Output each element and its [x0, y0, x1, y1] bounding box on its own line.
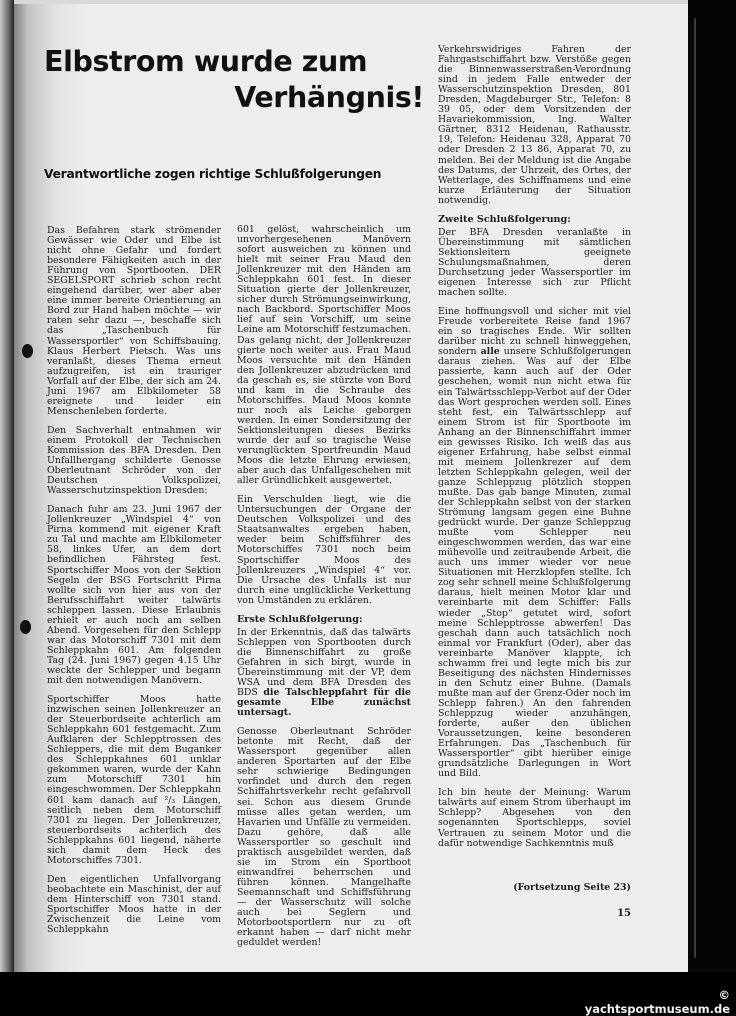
emphasis-text: alle	[480, 346, 500, 358]
text-column-2	[237, 225, 411, 957]
paragraph	[237, 628, 411, 718]
paragraph: Das Befahren stark strömender Gewässer wie Oder und Elbe ist nicht ohne Gefahr und fordert besondere Fähigkeiten auch in der Führung von Sportbooten. DER SEGELSPORT schrieb schon recht eingehend darüber, wer aber aber eine immer bereite Orientierung an Bord zur Hand haben möchte — wir raten sehr dazu —, beschaffe sich das „Taschenbuch für Wassersportler“ von Schiffsbauing. Klaus Herbert Pietsch. Was uns veranlaßt, dieses Thema erneut aufzugreifen, ist ein trauriger Vorfall auf der Elbe, der sich am 24. Juni 1967 am Elbkilometer 58 ereignete und leider ein Menschenleben forderte.	[47, 225, 221, 417]
paragraph: Sportschiffer Moos hatte inzwischen seinen Jollenkreuzer an der Steuerbordseite achterlich am Schleppkahn 601 festgemacht. Zum Aufklaren der Schlepptrossen des Schleppers, die mit dem Buganker des Schleppkahnes 601 unklar gekommen waren, wurde der Kahn zum Motorschiff 7301 hin eingeschwommen. Der Schleppkahn 601 kam danach auf ²/₃ Längen, seitlich neben dem Motorschiff 7301 zu liegen. Der Jollenkreuzer, steuerbordseits achterlich des Schleppkahns 601 liegend, näherte sich damit dem Heck des Motorschiffes 7301.	[47, 694, 221, 866]
emphasis-text: die Talschleppfahrt für die gesamte Elbe zunächst untersagt.	[237, 687, 412, 719]
scan-streak	[694, 18, 696, 958]
paragraph: Danach fuhr am 23. Juni 1967 der Jollenkreuzer „Windspiel 4“ von Pirna kommend mit eigener Kraft zu Tal und machte am Elbkilometer 58, linkes Ufer, an dem dort befindlichen Fährsteg fest. Sportschiffer Moos von der Sektion Segeln der BSG Fortschritt Pirna wollte sich von hier aus von der Berufsschiffahrt weiter talwärts schleppen lassen. Diese Erlaubnis erhielt er auch noch am selben Abend. Vorgesehen für den Schlepp war das Motorschiff 7301 mit dem Schleppkahn 601. Am folgenden Tag (24. Juni 1967) gegen 4.15 Uhr weckte der Schlepper und begann mit den notwendigen Manövern.	[47, 504, 221, 687]
scan-right-edge	[688, 0, 736, 972]
paragraph: Den Sachverhalt entnahmen wir einem Protokoll der Technischen Kommission des BFA Dresden. Den Unfallhergang schilderte Genosse Oberleutnant Schröder von der Deutschen Volkspolizei, Wasserschutzinspektion Dresden:	[47, 424, 221, 497]
copyright-watermark: © yachtsportmuseum.de	[584, 988, 730, 1016]
text-column-1	[47, 226, 221, 944]
paragraph: Ein Verschulden liegt, wie die Untersuchungen der Organe der Deutschen Volkspolizei und des Staatsanwaltes ergeben haben, weder beim Schiffsführer des Motorschiffes 7301 noch beim Sportschiffer Moos des Jollenkreuzers „Windspiel 4“ vor. Die Ursache des Unfalls ist nur durch eine unglückliche Verkettung von Umständen zu erklären.	[237, 494, 411, 606]
text-column-3	[438, 45, 631, 858]
article-headline	[44, 44, 424, 116]
paragraph: Verkehrswidriges Fahren der Fahrgastschiffahrt bzw. Verstöße gegen die Binnenwasserstraßen-Verordnung sind in jedem Falle entweder der Wasserschutzinspektion Dresden, 801 Dresden, Magdeburger Str., Telefon: 8 39 05, oder dem Vorsitzenden der Havariekommission, Ing. Walter Gärtner, 8312 Heidenau, Rathausstr. 19, Telefon: Heidenau 328, Apparat 70 oder Dresden 2 13 86, Apparat 70, zu melden. Bei der Meldung ist die Angabe des Datums, der Uhrzeit, des Ortes, der Wetterlage, des Schiffnamens und eine kurze Erläuterung der Situation notwendig.	[438, 44, 631, 206]
section-heading-second-conclusion: Zweite Schlußfolgerung:	[438, 213, 571, 225]
continuation-note: (Fortsetzung Seite 23)	[513, 882, 631, 893]
paragraph	[438, 307, 631, 779]
paragraph: Den eigentlichen Unfallvorgang beobachtete ein Maschinist, der auf dem Hinterschiff von 7301 stand. Sportschiffer Moos hatte in der Zwischenzeit die Leine vom Schleppkahn	[47, 873, 221, 936]
paragraph: 601 gelöst, wahrscheinlich um unvorhergesehenen Manövern sofort ausweichen zu können und hielt mit seiner Frau Maud den Jollenkreuzer mit den Händen am Schleppkahn 601 fest. In dieser Situation gierte der Jollenkreuzer, sicher durch Strömungseinwirkung, nach Backbord. Sportschiffer Moos lief auf sein Vorschiff, um seine Leine am Motorschiff festzumachen. Das gelang nicht, der Jollenkreuzer gierte noch weiter aus. Frau Maud Moos versuchte mit den Händen den Jollenkreuzer abzudrücken und da geschah es, sie stürzte von Bord und kam in die Schraube des Motorschiffes. Maud Moos konnte nur noch als Leiche geborgen werden. In einer Sondersitzung der Sektionsleitungen dieses Bezirks wurde der auf so tragische Weise verunglückten Sportfreundin Maud Moos die letzte Ehrung erwiesen, aber auch das Unfallgeschehen mit aller Gründlichkeit ausgewertet.	[237, 224, 411, 487]
paragraph: Genosse Oberleutnant Schröder betonte mit Recht, daß der Wassersport gegenüber allen anderen Sportarten auf der Elbe sehr schwierige Bedingungen vorfindet und durch den regen Schiffahrtsverkehr recht gefahrvoll sei. Schon aus diesem Grunde müsse alles getan werden, um Havarien und Unfälle zu vermeiden. Dazu gehöre, daß alle Wassersportler so geschult und praktisch ausgebildet werden, daß sie im Strom ein Sportboot einwandfrei beherrschen und führen können. Mangelhafte Seemannschaft und Schiffsführung — der Wasserschutz will solche auch bei Seglern und Motorbootsportlern nur zu oft erkannt haben — darf nicht mehr geduldet werden!	[237, 726, 411, 949]
section-heading-first-conclusion: Erste Schlußfolgerung:	[237, 613, 363, 625]
scan-left-edge	[0, 0, 14, 972]
article-subheadline: Verantwortliche zogen richtige Schlußfolgerungen	[44, 167, 382, 181]
paragraph-text: In der Erkenntnis, daß das talwärts Schleppen von Sportbooten durch die Binnenschiffahrt zu große Gefahren in sich birgt, wurde in Übereinstimmung mit der VP, dem WSA und dem BFA Dresden des BDS	[237, 626, 411, 699]
paragraph-text: unsere Schlußfolgerungen daraus ziehen. Was auf der Elbe passierte, kann auch auf der Oder geschehen, womit nun nicht etwa für ein Talwärtsschlepp-Verbot auf der Oder das Wort gesprochen werden soll. Eines steht fest, ein Talwärtsschlepp auf einem Strom ist für Sportboote im Anhang an der Binnenschiffahrt immer ein gewisses Risiko. Ich weiß das aus eigener Erfahrung, habe selbst einmal mit meinem Jollenkrezer auf dem letzten Schleppkahn gelegen, weil der ganze Schleppzug plötzlich stoppen mußte. Das gab bange Minuten, zumal der Schleppkahn selbst von der starken Strömung langsam gegen eine Buhne gedrückt wurde. Der ganze Schleppzug mußte vom Schlepper neu eingeschwommen werden, das war eine mühevolle und zeitraubende Arbeit, die auch uns immer wieder vor neue Situationen mit Herzklopfen stellte. Ich zog sehr schnell meine Schlußfolgerung daraus, hielt meinen Motor klar und vereinbarte mit dem Schiffer: Falls wieder „Stop“ getutet wird, sofort meine Schlepptrosse abwerfen! Das geschah dann auch tatsächlich noch einmal vor Frankfurt (Oder), aber das vereinbarte Manöver klappte, ich schwamm frei und legte mich bis zur Beseitigung des nächsten Hindernisses in den Schutz einer Buhne. (Damals mußte man auf der Grenz-Oder noch im Schlepp fahren.) An den fahrenden Schleppzug wieder anzuhängen, forderte, außer den üblichen Voraussetzungen, keine besonderen Erfahrungen. Das „Taschenbuch für Wassersportler“ gibt hierüber einige grundsätzliche Darlegungen in Wort und Bild.	[438, 346, 631, 780]
paragraph-text: Eine hoffnungsvoll und sicher mit viel Freude vorbereitete Reise fand 1967 ein so tragisches Ende. Wir sollten darüber nicht zu schnell hinweggehen, sondern	[438, 306, 631, 358]
punch-hole-top	[22, 344, 33, 358]
paragraph: Ich bin heute der Meinung: Warum talwärts auf einem Strom überhaupt im Schlepp? Abgesehen von den sogenannten Sportschlepps, soviel Vertrauen zu seinem Motor und die dafür notwendige Sachkenntnis muß	[438, 787, 631, 849]
headline-line-2: Verhängnis!	[234, 81, 424, 114]
punch-hole-bottom	[20, 620, 31, 634]
paragraph: Der BFA Dresden veranlaßte in Übereinstimmung mit sämtlichen Sektionsleitern geeignete Schulungsmaßnahmen, deren Durchsetzung jeder Wassersportler im eigenen Interesse sich zur Pflicht machen sollte.	[438, 226, 631, 299]
page-number: 15	[617, 908, 631, 919]
headline-line-1: Elbstrom wurde zum	[44, 45, 368, 78]
